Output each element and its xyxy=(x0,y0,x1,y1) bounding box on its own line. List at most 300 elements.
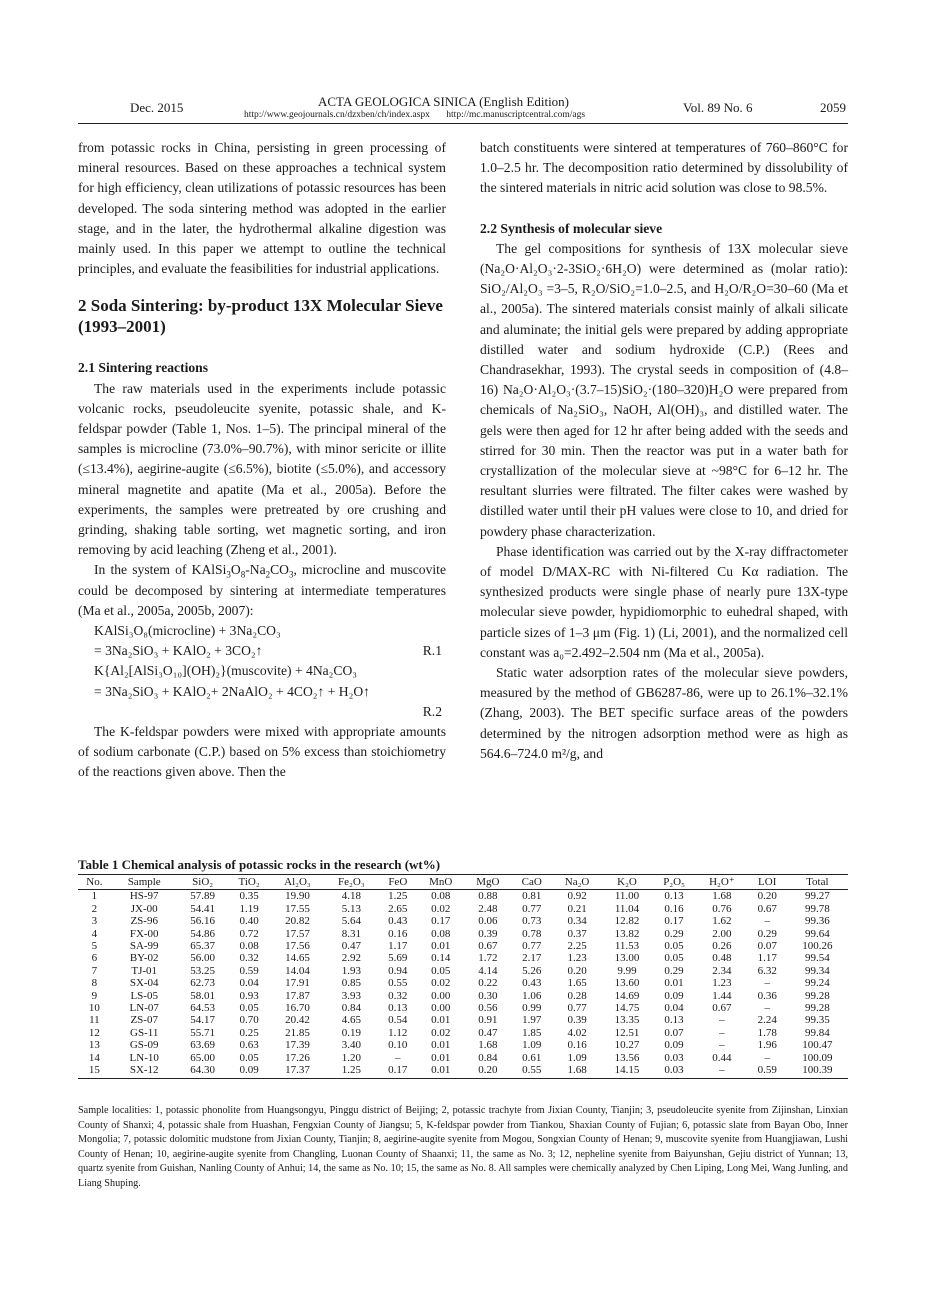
table-cell: 99.24 xyxy=(804,977,830,990)
table-cell: 57.89 xyxy=(190,890,216,903)
table-cell: 13.00 xyxy=(614,952,640,965)
table-cell: 54.41 xyxy=(190,902,216,915)
table-cell: 0.91 xyxy=(478,1014,498,1027)
table-cell: 0.67 xyxy=(712,1002,732,1015)
table-cell: 0.21 xyxy=(567,902,587,915)
table-cell: 12.51 xyxy=(614,1026,640,1039)
table-cell: 65.00 xyxy=(190,1051,216,1064)
paragraph-adsorption: Static water adsorption rates of the molecular sieve powders, measured by the method of GB6287-86, were up to 26.1%–32.1% (Zhang, 2003). The BET specific surface areas of the powders determined by the nitrogen adsorption method were as high as 564.6–724.0 m²/g, and xyxy=(480,665,848,761)
table-cell: 99.28 xyxy=(804,989,830,1002)
table-cell: 0.01 xyxy=(664,977,684,990)
table-row xyxy=(78,1039,848,1051)
table-cell: 1.85 xyxy=(522,1026,542,1039)
table-row xyxy=(78,915,848,927)
table-cell: 3.40 xyxy=(341,1039,361,1052)
paragraph-mixing: The K-feldspar powders were mixed with appropriate amounts of sodium carbonate (C.P.) based on 5% excess than stoichiometry of the reactions given above. Then the xyxy=(78,724,446,780)
table-cell: 0.05 xyxy=(664,952,684,965)
column-header: H₂O⁺ xyxy=(696,875,748,890)
table-cell: 0.09 xyxy=(664,1039,684,1052)
paragraph-gel-composition: The gel compositions for synthesis of 13X molecular sieve (Na₂O·Al₂O₃·2-3SiO₂·6H₂O) were determined as (molar ratio): SiO₂/Al₂O₃ =3–5, R₂O/SiO₂=1.0–2.5, and H₂O/R₂O=30–60 (Ma et al., 2005a). The sintered materials consist mainly of alkali silicate and aluminate; the initial gels were prepared by adding appropriate distilled water and sodium hydroxide (C.P.) (Rees and Chandrasekhar, 1993). The crystal seeds in composition of (4.8–16) Na₂O·Al₂O₃·(3.7–15)SiO₂·(180–320)H₂O were prepared from chemicals of Na₂SiO₃, NaOH, Al(OH)₃, and distilled water. The gels were then aged for 12 hr after being added with the seeds and stirred for 30 min. Then the reactor was put in a water bath for crystallization of the molecular sieve at ~98°C for 6–12 hr. The resultant slurries were filtrated. The filter cakes were washed by distilled water until their pH values were close to 10, and dried for powdery phase characterization. xyxy=(480,240,848,539)
table-cell: 17.55 xyxy=(285,902,310,915)
table-cell: 0.07 xyxy=(664,1026,684,1039)
table-cell: 0.26 xyxy=(712,940,732,953)
table-cell: – xyxy=(764,977,770,990)
table-cell: GS-09 xyxy=(129,1039,159,1052)
table-cell: 0.25 xyxy=(239,1026,259,1039)
table-cell: 0.16 xyxy=(567,1039,587,1052)
table-cell: 15 xyxy=(78,1064,111,1078)
journal-name: ACTA GEOLOGICA SINICA (English Edition) xyxy=(318,94,570,109)
table-cell: 0.20 xyxy=(567,964,587,977)
table-cell: 14.04 xyxy=(285,964,310,977)
column-header: MnO xyxy=(417,875,464,890)
column-header: P₂O₅ xyxy=(652,875,696,890)
table-cell: 0.01 xyxy=(431,940,451,953)
column-header: Sample xyxy=(111,875,178,890)
table-cell: 6 xyxy=(91,952,98,965)
table-cell: 0.06 xyxy=(478,915,498,928)
table-cell: 0.29 xyxy=(757,927,777,940)
table-cell: 1.68 xyxy=(552,1064,602,1078)
table-cell: 1.72 xyxy=(478,952,498,965)
table-cell: 99.34 xyxy=(804,964,830,977)
table-cell: 56.16 xyxy=(190,915,216,928)
table-cell: 55.71 xyxy=(190,1026,216,1039)
manuscript-url-link[interactable]: http://mc.manuscriptcentral.com/ags xyxy=(446,110,586,120)
table-cell: 0.54 xyxy=(388,1014,408,1027)
table-cell: – xyxy=(719,1014,725,1027)
table-cell: 9.99 xyxy=(617,964,637,977)
table-cell: 1.17 xyxy=(388,940,408,953)
table-cell: 1.25 xyxy=(388,890,408,903)
table-cell: 0.00 xyxy=(431,989,451,1002)
table-cell: 58.01 xyxy=(190,989,216,1002)
equation-r2-line2: = 3Na₂SiO₃ + KAlO₂+ 2NaAlO₂ + 4CO₂↑ + H₂O↑ xyxy=(94,683,370,699)
table-cell: ZS-07 xyxy=(130,1014,158,1027)
table-cell: JX-00 xyxy=(130,902,158,915)
table-cell: 100.39 xyxy=(787,1064,848,1078)
table-cell: 0.13 xyxy=(388,1002,408,1015)
table-cell: 0.99 xyxy=(522,1002,542,1015)
table-cell: 0.43 xyxy=(522,977,542,990)
table-cell: 1.65 xyxy=(567,977,587,990)
table-cell: 14.15 xyxy=(602,1064,652,1078)
table-cell: 54.17 xyxy=(190,1014,216,1027)
equation-r1-line1: KAlSi₃O₈(microcline) + 3Na₂CO₃ xyxy=(94,623,281,639)
table-header-row xyxy=(78,875,848,890)
table-cell: 0.77 xyxy=(522,902,542,915)
table-cell: 17.26 xyxy=(285,1051,310,1064)
table-cell: 12.82 xyxy=(614,915,640,928)
table-cell: 0.44 xyxy=(712,1051,732,1064)
table-cell: 0.28 xyxy=(567,989,587,1002)
column-header: TiO₂ xyxy=(228,875,271,890)
table-cell: 20.82 xyxy=(285,915,310,928)
table-cell: 16.70 xyxy=(285,1002,310,1015)
table-cell: 0.17 xyxy=(664,915,684,928)
table-cell: 0.03 xyxy=(652,1064,696,1078)
table-cell: – xyxy=(764,915,770,928)
table-row xyxy=(78,1014,848,1026)
table-cell: SX-12 xyxy=(111,1064,178,1078)
table-cell: 17.91 xyxy=(285,977,310,990)
column-header: LOI xyxy=(748,875,787,890)
table-cell: 0.16 xyxy=(388,927,408,940)
table-cell: 0.34 xyxy=(567,915,587,928)
table-cell: 14.65 xyxy=(285,952,310,965)
equation-r1-line2: = 3Na₂SiO₃ + KAlO₂ + 3CO₂↑ R.1 xyxy=(78,641,446,661)
column-header: Na₂O xyxy=(552,875,602,890)
issue-date: Dec. 2015 xyxy=(130,100,184,115)
table-cell: HS-97 xyxy=(129,890,159,903)
table-cell: LS-05 xyxy=(130,989,158,1002)
table-cell: 1.17 xyxy=(757,952,777,965)
table-row xyxy=(78,1027,848,1039)
table-cell: SA-99 xyxy=(129,940,159,953)
table-cell: SX-04 xyxy=(129,977,159,990)
table-cell: 0.07 xyxy=(757,940,777,953)
table-cell: 11.04 xyxy=(614,902,640,915)
table-cell: 0.14 xyxy=(431,952,451,965)
table-cell: 1.25 xyxy=(324,1064,378,1078)
chemical-analysis-table xyxy=(78,874,848,1079)
table-cell: 99.54 xyxy=(804,952,830,965)
table-cell: 6.32 xyxy=(757,964,777,977)
table-cell: 1.97 xyxy=(522,1014,542,1027)
table-cell: 54.86 xyxy=(190,927,216,940)
volume-info: Vol. 89 No. 6 xyxy=(683,100,753,115)
table-cell: BY-02 xyxy=(129,952,159,965)
table-cell: 0.43 xyxy=(388,915,408,928)
table-cell: 0.03 xyxy=(664,1051,684,1064)
column-header: Fe₂O₃ xyxy=(324,875,378,890)
table-cell: 0.48 xyxy=(712,952,732,965)
table-row xyxy=(78,903,848,915)
table-cell: 1.06 xyxy=(522,989,542,1002)
paragraph-system: In the system of $KAlSi_3O_8-Na_2CO_3$, microcline and muscovite could be decomposed by sintering at intermediate temperatures (Ma et al., 2005a, 2005b, 2007): xyxy=(78,562,446,618)
table-cell: 0.20 xyxy=(757,890,777,903)
table-cell: – xyxy=(395,1051,401,1064)
table-cell: 5.13 xyxy=(341,902,361,915)
table-cell: 20.42 xyxy=(285,1014,310,1027)
table-cell: 1.96 xyxy=(757,1039,777,1052)
table-cell: 0.29 xyxy=(664,964,684,977)
table-cell: 0.32 xyxy=(239,952,259,965)
table-row xyxy=(78,977,848,989)
table-cell: 1.23 xyxy=(567,952,587,965)
table-cell: 0.29 xyxy=(664,927,684,940)
table-cell: FX-00 xyxy=(129,927,159,940)
table-cell: 0.17 xyxy=(378,1064,417,1078)
table-cell: 64.53 xyxy=(190,1002,216,1015)
table-cell: 8 xyxy=(91,977,98,990)
table-cell: 0.01 xyxy=(417,1064,464,1078)
equation-r2-tag: R.2 xyxy=(422,703,442,719)
page-number: 2059 xyxy=(820,100,846,115)
table-cell: 1.23 xyxy=(712,977,732,990)
equation-r1-tag: R.1 xyxy=(422,643,442,659)
table-cell: ZS-96 xyxy=(130,915,158,928)
running-header xyxy=(78,92,848,122)
table-cell: 1.44 xyxy=(712,989,732,1002)
table-cell: 64.30 xyxy=(178,1064,228,1078)
table-cell: 0.40 xyxy=(239,915,259,928)
table-cell: 17.56 xyxy=(285,940,310,953)
table-cell: 0.47 xyxy=(478,1026,498,1039)
paragraph-intro: from potassic rocks in China, persisting in green processing of mineral resources. Based on these approaches a technical system for high efficiency, clean utilizations of potassic resources has been developed. The soda sintering method was adopted in the earlier stage, and in the later, the hydrothermal alkaline digestion was mainly used. In this paper we attempt to outline the technical principles, and evaluate the feasibilities for industrial applications. xyxy=(78,140,446,277)
table-cell: 1.09 xyxy=(567,1051,587,1064)
table-row xyxy=(78,890,848,903)
table-notes: Sample localities: 1, potassic phonolite from Huangsongyu, Pinggu district of Beijing; 2, potassic trachyte from Jixian County, Tianjin; 3, pseudoleucite syenite from Zijinshan, Linxian County of Shanxi; 4, potassic shale from Huashan, Fengxian County of Jiangsu; 5, K-feldspar powder from Tiankou, Shaxian County of Fujian; 6, potassic slate from Bayan Obo, Inner Mongolia; 7, potassic dolomitic mudstone from Jixian County, Tianjin; 8, aegirine-augite syenite from Mogou, Songxian County of Henan; 9, muscovite syenite from Huangjiawan, Lushi County of Henan; 10, aegirine-augite syenite from Changling, Luonan County of Shaanxi; 11, the same as No. 3; 12, nepheline syenite from Baiyunshan, Gejiu district of Yunnan; 13, quartz syenite from Guishan, Nanling County of Anhui; 14, the same as No. 10; 15, the same as No. 8. All samples were chemically analyzed by Chen Liping, Long Mei, Wang Junling, and Liang Shuping. xyxy=(78,1105,848,1189)
journal-url-link[interactable]: http://www.geojournals.cn/dzxben/ch/index.aspx xyxy=(244,110,430,120)
table-cell: – xyxy=(764,1002,770,1015)
table-cell: 14 xyxy=(88,1051,100,1064)
table-row xyxy=(78,940,848,952)
table-cell: 99.36 xyxy=(804,915,830,928)
table-cell: 0.77 xyxy=(567,1002,587,1015)
table-cell: 1.19 xyxy=(239,902,259,915)
table-cell: 3 xyxy=(91,915,98,928)
journal-urls xyxy=(244,110,599,120)
table-cell: 1.09 xyxy=(522,1039,542,1052)
column-header: SiO₂ xyxy=(178,875,228,890)
table-cell: 0.84 xyxy=(341,1002,361,1015)
table-title: Table 1 Chemical analysis of potassic rocks in the research (wt%) xyxy=(78,857,441,872)
table-cell: 11.00 xyxy=(614,890,640,903)
table-cell: 13.60 xyxy=(614,977,640,990)
table-cell: 19.90 xyxy=(285,890,310,903)
table-cell: 99.27 xyxy=(804,890,830,903)
table-cell: 17.37 xyxy=(271,1064,325,1078)
table-cell: 10 xyxy=(88,1002,100,1015)
table-cell: 14.69 xyxy=(614,989,640,1002)
table-cell: 2 xyxy=(91,902,98,915)
table-cell: GS-11 xyxy=(130,1026,159,1039)
table-cell: 8.31 xyxy=(341,927,361,940)
table-cell: 0.02 xyxy=(431,902,451,915)
table-cell: – xyxy=(719,1039,725,1052)
table-cell: 99.35 xyxy=(804,1014,830,1027)
left-column xyxy=(78,138,446,783)
table-cell: 0.70 xyxy=(239,1014,259,1027)
table-cell: 17.87 xyxy=(285,989,310,1002)
table-cell: – xyxy=(719,1026,725,1039)
column-header: Total xyxy=(787,875,848,890)
table-cell: 0.35 xyxy=(239,890,259,903)
table-cell: 3.93 xyxy=(341,989,361,1002)
header-rule xyxy=(78,123,848,124)
table-cell: 21.85 xyxy=(285,1026,310,1039)
table-cell: 0.19 xyxy=(341,1026,361,1039)
table-cell: 0.04 xyxy=(239,977,259,990)
table-row xyxy=(78,1064,848,1078)
table-row xyxy=(78,990,848,1002)
table-cell: 0.22 xyxy=(478,977,498,990)
table-cell: 0.39 xyxy=(567,1014,587,1027)
table-cell: 2.48 xyxy=(478,902,498,915)
table-cell: LN-10 xyxy=(129,1051,159,1064)
equation-r2-line1: K{Al₂[AlSi₃O₁₀](OH)₂}(muscovite) + 4Na₂CO₃ xyxy=(94,663,358,679)
table-cell: 0.93 xyxy=(239,989,259,1002)
right-column xyxy=(480,138,848,764)
table-cell: 0.36 xyxy=(757,989,777,1002)
table-cell: 13 xyxy=(88,1039,100,1052)
table-cell: 0.67 xyxy=(478,940,498,953)
table-cell: 9 xyxy=(91,989,98,1002)
table-cell: 0.77 xyxy=(522,940,542,953)
table-cell: 0.13 xyxy=(664,890,684,903)
table-cell: 0.09 xyxy=(228,1064,271,1078)
paragraph-phase-identification: Phase identification was carried out by the X-ray diffractometer of model D/MAX-RC with Ni-filtered Cu Kα radiation. The synthesized products were single phase of nearly pure 13X-type molecular sieve powder, hypidiomorphic to euhedral shaped, with particle sizes of 1–3 μm (Fig. 1) (Li, 2001), and the normalized cell constant was a₀=2.492–2.504 nm (Ma et al., 2005a). xyxy=(480,543,848,660)
table-row xyxy=(78,1052,848,1064)
table-cell: 0.56 xyxy=(478,1002,498,1015)
table-cell: 13.82 xyxy=(614,927,640,940)
table-cell: 0.17 xyxy=(431,915,451,928)
table-cell: – xyxy=(696,1064,748,1078)
table-cell: 17.57 xyxy=(285,927,310,940)
table-cell: LN-07 xyxy=(129,1002,159,1015)
table-cell: 0.94 xyxy=(388,964,408,977)
table-cell: 100.26 xyxy=(802,940,833,953)
table-cell: 0.39 xyxy=(478,927,498,940)
table-cell: 2.25 xyxy=(567,940,587,953)
table-row xyxy=(78,928,848,940)
table-cell: 14.75 xyxy=(614,1002,640,1015)
table-cell: 0.32 xyxy=(388,989,408,1002)
table-cell: 0.30 xyxy=(478,989,498,1002)
table-cell: 4.65 xyxy=(341,1014,361,1027)
table-cell: 99.64 xyxy=(804,927,830,940)
subsection-2-2-title: 2.2 Synthesis of molecular sieve xyxy=(480,220,663,236)
table-cell: 1.78 xyxy=(757,1026,777,1039)
table-cell: 7 xyxy=(91,964,98,977)
table-cell: 4.02 xyxy=(567,1026,587,1039)
table-cell: 99.84 xyxy=(804,1026,830,1039)
table-cell: 5.69 xyxy=(388,952,408,965)
table-cell: 0.81 xyxy=(522,890,542,903)
table-cell: 0.05 xyxy=(239,1002,259,1015)
table-cell: 1.62 xyxy=(712,915,732,928)
column-header: CaO xyxy=(511,875,552,890)
table-cell: 0.01 xyxy=(431,1051,451,1064)
table-cell: 0.01 xyxy=(431,1039,451,1052)
table-cell: 0.55 xyxy=(511,1064,552,1078)
table-cell: 0.59 xyxy=(748,1064,787,1078)
section-title: 2 Soda Sintering: by-product 13X Molecular Sieve (1993–2001) xyxy=(78,296,443,337)
table-cell: 0.09 xyxy=(664,989,684,1002)
table-cell: 5.26 xyxy=(522,964,542,977)
column-header: K₂O xyxy=(602,875,652,890)
table-cell: 0.78 xyxy=(522,927,542,940)
table-cell: 0.05 xyxy=(239,1051,259,1064)
table-row xyxy=(78,965,848,977)
table-cell: 1.12 xyxy=(388,1026,408,1039)
table-cell: 12 xyxy=(88,1026,100,1039)
table-cell: 10.27 xyxy=(614,1039,640,1052)
table-cell: 0.00 xyxy=(431,1002,451,1015)
table-cell: 65.37 xyxy=(190,940,216,953)
table-cell: 1.68 xyxy=(478,1039,498,1052)
table-cell: 0.10 xyxy=(388,1039,408,1052)
table-cell: 53.25 xyxy=(190,964,216,977)
column-header: MgO xyxy=(464,875,511,890)
table-cell: 100.09 xyxy=(802,1051,833,1064)
table-cell: 0.85 xyxy=(341,977,361,990)
table-cell: 0.37 xyxy=(567,927,587,940)
table-cell: 1.93 xyxy=(341,964,361,977)
table-cell: 0.76 xyxy=(712,902,732,915)
table-cell: 62.73 xyxy=(190,977,216,990)
table-cell: 0.02 xyxy=(431,977,451,990)
table-cell: 1 xyxy=(91,890,98,903)
table-cell: 63.69 xyxy=(190,1039,216,1052)
table-cell: 0.73 xyxy=(522,915,542,928)
column-header: FeO xyxy=(378,875,417,890)
table-cell: 2.92 xyxy=(341,952,361,965)
table-cell: 0.04 xyxy=(664,1002,684,1015)
table-cell: 0.63 xyxy=(239,1039,259,1052)
table-cell: 0.13 xyxy=(664,1014,684,1027)
table-row xyxy=(78,952,848,964)
table-cell: 2.00 xyxy=(712,927,732,940)
table-cell: 2.34 xyxy=(712,964,732,977)
table-cell: 0.01 xyxy=(431,1014,451,1027)
table-cell: 99.78 xyxy=(804,902,830,915)
table-cell: 13.35 xyxy=(614,1014,640,1027)
table-cell: 0.08 xyxy=(431,927,451,940)
table-cell: 5 xyxy=(91,940,98,953)
table-cell: 11.53 xyxy=(614,940,640,953)
table-cell: 0.08 xyxy=(239,940,259,953)
table-cell: 0.59 xyxy=(239,964,259,977)
table-cell: 4.18 xyxy=(341,890,361,903)
table-cell: 11 xyxy=(89,1014,100,1027)
table-row xyxy=(78,1002,848,1014)
table-cell: 4.14 xyxy=(478,964,498,977)
table-cell: 0.72 xyxy=(239,927,259,940)
table-cell: 0.67 xyxy=(757,902,777,915)
table-cell: 2.65 xyxy=(388,902,408,915)
table-cell: 2.17 xyxy=(522,952,542,965)
table-cell: 0.92 xyxy=(567,890,587,903)
table-cell: 0.20 xyxy=(464,1064,511,1078)
table-cell: 2.24 xyxy=(757,1014,777,1027)
table-cell: 0.02 xyxy=(431,1026,451,1039)
table-cell: 0.05 xyxy=(431,964,451,977)
table-cell: 0.05 xyxy=(664,940,684,953)
table-cell: 5.64 xyxy=(341,915,361,928)
paragraph-sintering-cont: batch constituents were sintered at temperatures of 760–860°C for 1.0–2.5 hr. The decomposition ratio determined by dissolubility of the sintered materials in nitric acid solution was close to 98.5%. xyxy=(480,140,848,196)
paragraph-raw-materials: The raw materials used in the experiments include potassic volcanic rocks, pseudoleucite syenite, potassic shale, and K-feldspar powder (Table 1, Nos. 1–5). The principal mineral of the samples is microcline (73.0%–90.7%), with minor sericite or illite (≤13.4%), aegirine-augite (≤6.5%), biotite (≤5.0%), and accessory mineral magnetite and apatite (Ma et al., 2005a). Before the experiments, the samples were pretreated by ore crushing and grinding, shaking table sorting, wet magnetic sorting, and iron removing by acid leaching (Zheng et al., 2001). xyxy=(78,380,446,558)
table-cell: 1.20 xyxy=(341,1051,361,1064)
table-cell: 0.47 xyxy=(341,940,361,953)
table-cell: 1.68 xyxy=(712,890,732,903)
column-header: No. xyxy=(78,875,111,890)
table-cell: 0.55 xyxy=(388,977,408,990)
table-cell: 0.88 xyxy=(478,890,498,903)
subsection-2-1-title: 2.1 Sintering reactions xyxy=(78,360,209,376)
column-header: Al₂O₃ xyxy=(271,875,325,890)
table-cell: TJ-01 xyxy=(131,964,158,977)
table-cell: 0.16 xyxy=(664,902,684,915)
table-cell: 17.39 xyxy=(285,1039,310,1052)
table-cell: 0.08 xyxy=(431,890,451,903)
table-cell: 13.56 xyxy=(614,1051,640,1064)
table-cell: 56.00 xyxy=(190,952,216,965)
table-cell: 0.61 xyxy=(522,1051,542,1064)
table-cell: 0.84 xyxy=(478,1051,498,1064)
table-cell: – xyxy=(764,1051,770,1064)
